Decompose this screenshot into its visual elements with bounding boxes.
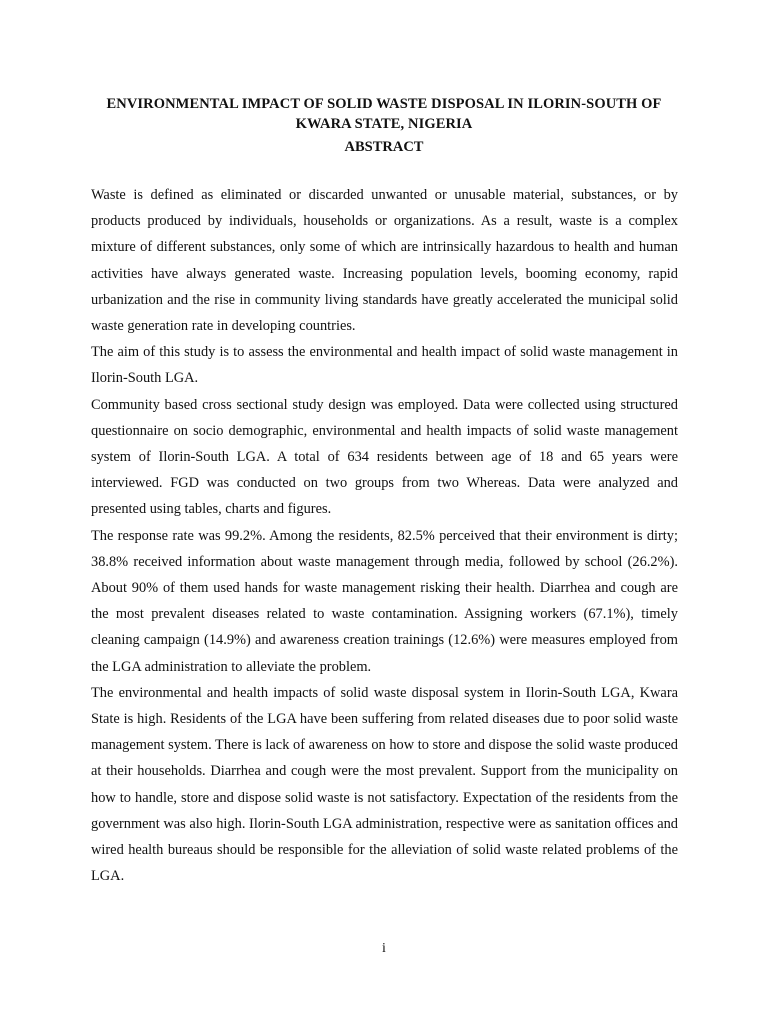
page-number: i xyxy=(382,941,386,956)
paragraph-methods: Community based cross sectional study design was employed. Data were collected using structured questionnaire on socio demographic, environmental and health impacts of solid waste management system of Ilorin-South LGA. A total of 634 residents between age of 18 and 65 years were interviewed. FGD was conducted on two groups from two Whereas. Data were analyzed and presented using tables, charts and figures. xyxy=(91,396,678,518)
paragraph-results: The response rate was 99.2%. Among the residents, 82.5% perceived that their environment is dirty; 38.8% received information about waste management through media, followed by school (26.2%). About 90% of them used hands for waste management risking their health. Diarrhea and cough are the most prevalent diseases related to waste contamination. Assigning workers (67.1%), timely cleaning campaign (14.9%) and awareness creation trainings (12.6%) were measures employed from the LGA administration to alleviate the problem. xyxy=(91,527,678,675)
abstract-body xyxy=(91,182,678,889)
paragraph-conclusion: The environmental and health impacts of solid waste disposal system in Ilorin-South LGA, Kwara State is high. Residents of the LGA have been suffering from related diseases due to poor solid waste management system. There is lack of awareness on how to store and dispose the solid waste produced at their households. Diarrhea and cough were the most prevalent. Support from the municipality on how to handle, store and dispose solid waste is not satisfactory. Expectation of the residents from the government was also high. Ilorin-South LGA administration, respective were as sanitation offices and wired health bureaus should be responsible for the alleviation of solid waste related problems of the LGA. xyxy=(91,684,678,885)
document-title: ENVIRONMENTAL IMPACT OF SOLID WASTE DISPOSAL IN ILORIN-SOUTH OF KWARA STATE, NIGERIA xyxy=(106,96,662,132)
paragraph-aim: The aim of this study is to assess the environmental and health impact of solid waste management in Ilorin-South LGA. xyxy=(91,344,678,387)
abstract-heading: ABSTRACT xyxy=(344,139,424,155)
paragraph-definition: Waste is defined as eliminated or discarded unwanted or unusable material, substances, or by products produced by individuals, households or organizations. As a result, waste is a complex mixture of different substances, only some of which are intrinsically hazardous to health and human activities have always generated waste. Increasing population levels, booming economy, rapid urbanization and the rise in community living standards have greatly accelerated the municipal solid waste generation rate in developing countries. xyxy=(91,187,678,335)
